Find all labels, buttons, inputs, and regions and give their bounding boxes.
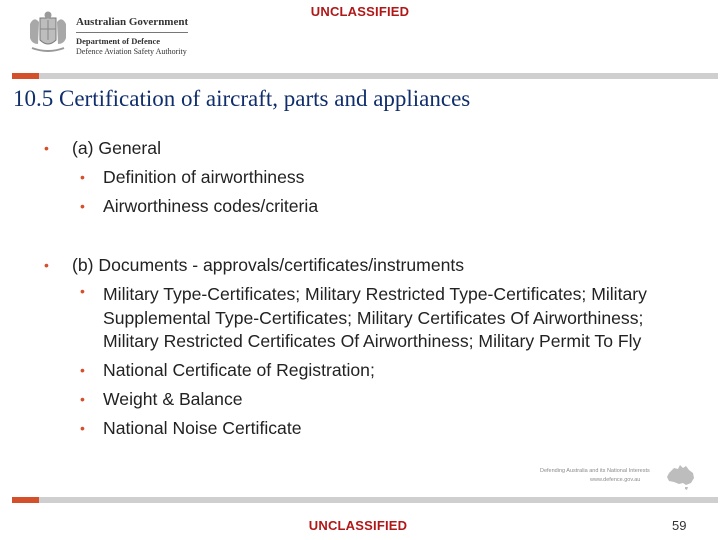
classification-bottom: UNCLASSIFIED (308, 518, 408, 533)
page-number: 59 (672, 518, 687, 533)
bullet-icon: • (80, 361, 85, 378)
sub-bullet (44, 356, 684, 385)
footer-accent (12, 497, 39, 503)
australian-government-logo (26, 10, 196, 66)
authority-name: Defence Aviation Safety Authority (76, 47, 187, 56)
sub-bullet (44, 385, 684, 414)
section-heading: (a) General (72, 138, 161, 158)
bullet-icon: • (80, 419, 85, 436)
sub-bullet-text: National Noise Certificate (103, 417, 302, 438)
sub-bullet (44, 414, 684, 443)
logo-divider (76, 32, 188, 33)
classification-top: UNCLASSIFIED (310, 4, 410, 19)
footer-divider (12, 497, 718, 503)
sub-bullet-text: Airworthiness codes/criteria (103, 196, 319, 216)
header-accent (12, 73, 39, 79)
sub-bullet-text: Weight & Balance (103, 388, 243, 409)
slide-content (44, 134, 684, 443)
section-bullet (44, 251, 684, 280)
commonwealth-crest-icon (26, 10, 70, 56)
header-divider (12, 73, 718, 79)
australia-map-icon (666, 464, 696, 490)
footer-tagline: Defending Australia and its National Interests (540, 468, 650, 474)
section-heading: (b) Documents - approvals/certificates/instruments (72, 255, 465, 275)
sub-bullet-text: National Certificate of Registration; (103, 359, 375, 380)
department-name: Department of Defence (76, 36, 161, 46)
footer-url[interactable]: www.defence.gov.au (590, 477, 641, 483)
sub-bullet (44, 192, 684, 221)
sub-bullet-text: Military Type-Certificates; Military Restricted Type-Certificates; Military Supplemental Type-Certificates; Military Certificates Of Airworthiness; Military Restricted Certificates Of Airworthiness; Military Permit To Fly (103, 284, 647, 351)
bullet-icon: • (80, 390, 85, 407)
bullet-icon: • (80, 169, 85, 185)
government-name: Australian Government (76, 16, 189, 28)
bullet-icon: • (44, 140, 49, 156)
sub-bullet (44, 280, 684, 356)
bullet-icon: • (80, 198, 85, 214)
sub-bullet (44, 163, 684, 192)
slide-title: 10.5 Certification of aircraft, parts and appliances (13, 86, 471, 111)
bullet-icon: • (44, 257, 49, 273)
sub-bullet-text: Definition of airworthiness (103, 167, 305, 187)
section-bullet (44, 134, 684, 163)
bullet-icon: • (80, 283, 85, 299)
